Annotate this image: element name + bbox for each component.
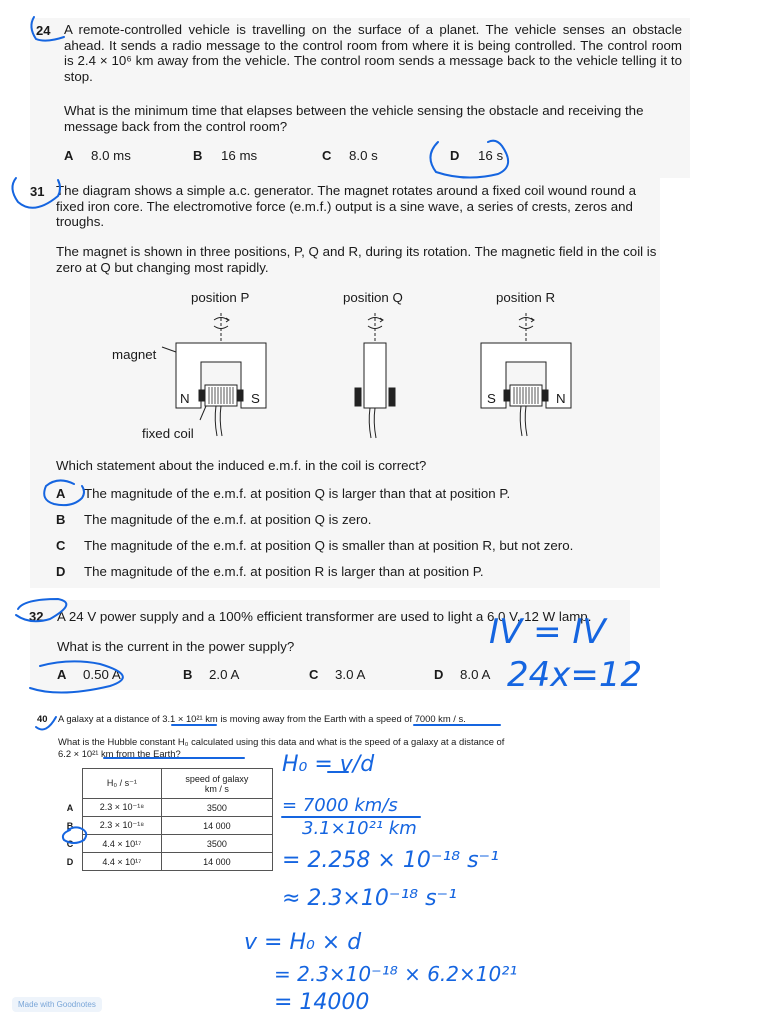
q24-number: 24 — [36, 23, 51, 38]
ink-iv-equation: IV = IV — [489, 612, 606, 652]
q40-stem: A galaxy at a distance of 3.1 × 10²¹ km is moving away from the Earth with a speed of 7000 km / s. — [58, 713, 466, 724]
ink-circle-q31-answer — [44, 480, 84, 505]
ink-line1-numerator: = 7000 km/s — [282, 795, 398, 816]
q32-number: 32 — [29, 609, 44, 624]
label-fixed-coil: fixed coil — [142, 426, 194, 441]
table-cell-h0: 2.3 × 10⁻¹⁸ — [83, 817, 162, 835]
q32-option-b-letter: B — [183, 667, 193, 682]
q31-number: 31 — [30, 184, 45, 199]
ink-line6: = 14000 — [274, 990, 370, 1015]
ink-circle-q40-answer — [63, 827, 86, 843]
q31-option-a[interactable]: The magnitude of the e.m.f. at position Q is larger than that at position P. — [84, 486, 511, 501]
q31-stem2: The magnet is shown in three positions, P, Q and R, during its rotation. The magnetic field in the coil is zero at Q but changing most rapidly. — [56, 244, 657, 275]
table-header-h0: H₀ / s⁻¹ — [83, 769, 162, 799]
q24-option-c-letter: C — [322, 148, 332, 163]
table-row-letter: A — [66, 802, 74, 813]
q31-option-c-letter: C — [56, 538, 66, 553]
ink-line3: ≈ 2.3×10⁻¹⁸ s⁻¹ — [282, 886, 457, 911]
table-row-letter: B — [66, 820, 74, 831]
q32-option-a-letter: A — [57, 667, 67, 682]
pole-r-right: N — [556, 391, 566, 406]
table-cell-h0: 2.3 × 10⁻¹⁸ — [83, 799, 162, 817]
q24-stem: A remote-controlled vehicle is travelling on the surface of a planet. The vehicle senses an obstacle ahead. It sends a radio message to the control room from where it is being controlled. The control room is 2.4 × 10⁶ km away from the vehicle. The control room sends a message back to the vehicle telling it to stop. — [64, 22, 682, 84]
q24-option-d[interactable]: 16 s — [478, 148, 504, 163]
label-position-q: position Q — [343, 290, 403, 305]
q31-option-a-letter: A — [56, 486, 66, 501]
q24-option-a-letter: A — [64, 148, 74, 163]
ink-circle-q24-number — [31, 17, 64, 41]
ink-circle-q32-answer — [30, 661, 123, 692]
q31-option-d-letter: D — [56, 564, 66, 579]
table-cell-speed: 3500 — [161, 835, 272, 853]
q32-question: What is the current in the power supply? — [57, 639, 295, 654]
q32-option-d-letter: D — [434, 667, 444, 682]
q32-option-b[interactable]: 2.0 A — [209, 667, 240, 682]
q31-option-b-letter: B — [56, 512, 66, 527]
q24-option-b-letter: B — [193, 148, 203, 163]
q24-option-b[interactable]: 16 ms — [221, 148, 258, 163]
label-magnet: magnet — [112, 347, 157, 362]
q31-stem: The diagram shows a simple a.c. generator. The magnet rotates around a fixed coil wound round a fixed iron core. The electromotive force (e.m.f.) output is a sine wave, a series of crests, zeros and troughs. — [56, 183, 636, 229]
table-cell-speed: 3500 — [161, 799, 272, 817]
ink-line5: = 2.3×10⁻¹⁸ × 6.2×10²¹ — [274, 962, 518, 986]
table-cell-speed: 14 000 — [161, 817, 272, 835]
table-row-letter: D — [66, 856, 74, 867]
table-cell-speed: 14 000 — [161, 853, 272, 871]
q31-option-d[interactable]: The magnitude of the e.m.f. at position R is larger than at position P. — [84, 564, 484, 579]
ink-line2: = 2.258 × 10⁻¹⁸ s⁻¹ — [282, 848, 499, 873]
table-row-letter: C — [66, 838, 74, 849]
ink-circle-q24-answer — [430, 141, 508, 178]
pole-p-right: S — [251, 391, 260, 406]
ink-circle-q32-number — [16, 599, 66, 621]
goodnotes-badge: Made with Goodnotes — [12, 997, 102, 1012]
pole-p-left: N — [180, 391, 190, 406]
table-cell-h0: 4.4 × 10¹⁷ — [83, 835, 162, 853]
q40-number: 40 — [37, 713, 48, 724]
label-position-r: position R — [496, 290, 556, 305]
q24-option-a[interactable]: 8.0 ms — [91, 148, 131, 163]
q32-option-c-letter: C — [309, 667, 319, 682]
table-header-speed-line1: speed of galaxy — [185, 773, 249, 784]
table-header-speed-line2: km / s — [204, 783, 229, 794]
pole-r-left: S — [487, 391, 496, 406]
ink-line1-denominator: 3.1×10²¹ km — [302, 818, 417, 839]
q24-option-c[interactable]: 8.0 s — [349, 148, 378, 163]
q32-option-c[interactable]: 3.0 A — [335, 667, 366, 682]
q24-option-d-letter: D — [450, 148, 460, 163]
q31-question: Which statement about the induced e.m.f. in the coil is correct? — [56, 458, 427, 473]
q24-question: What is the minimum time that elapses between the vehicle sensing the obstacle and receiving the message back from the control room? — [64, 103, 644, 134]
ink-line4: v = H₀ × d — [244, 930, 362, 955]
table-cell-h0: 4.4 × 10¹⁷ — [83, 853, 162, 871]
q32-stem: A 24 V power supply and a 100% efficient transformer are used to light a 6.0 V, 12 W lamp. — [57, 609, 592, 624]
q31-option-c[interactable]: The magnitude of the e.m.f. at position Q is smaller than at position R, but not zero. — [84, 538, 574, 553]
q31-option-b[interactable]: The magnitude of the e.m.f. at position Q is zero. — [84, 512, 372, 527]
q32-option-a[interactable]: 0.50 A — [83, 667, 121, 682]
ink-ratio: 24x=12 — [507, 655, 643, 695]
ink-circle-q31-number — [12, 178, 60, 208]
label-position-p: position P — [191, 290, 250, 305]
ink-h0-formula: H₀ = v/d — [282, 752, 375, 777]
q40-question: What is the Hubble constant H₀ calculated using this data and what is the speed of a galaxy at a distance of 6.2 × 10²¹ km from the Earth? — [58, 736, 505, 759]
q32-option-d[interactable]: 8.0 A — [460, 667, 491, 682]
ink-mark-q40-number — [36, 717, 56, 729]
